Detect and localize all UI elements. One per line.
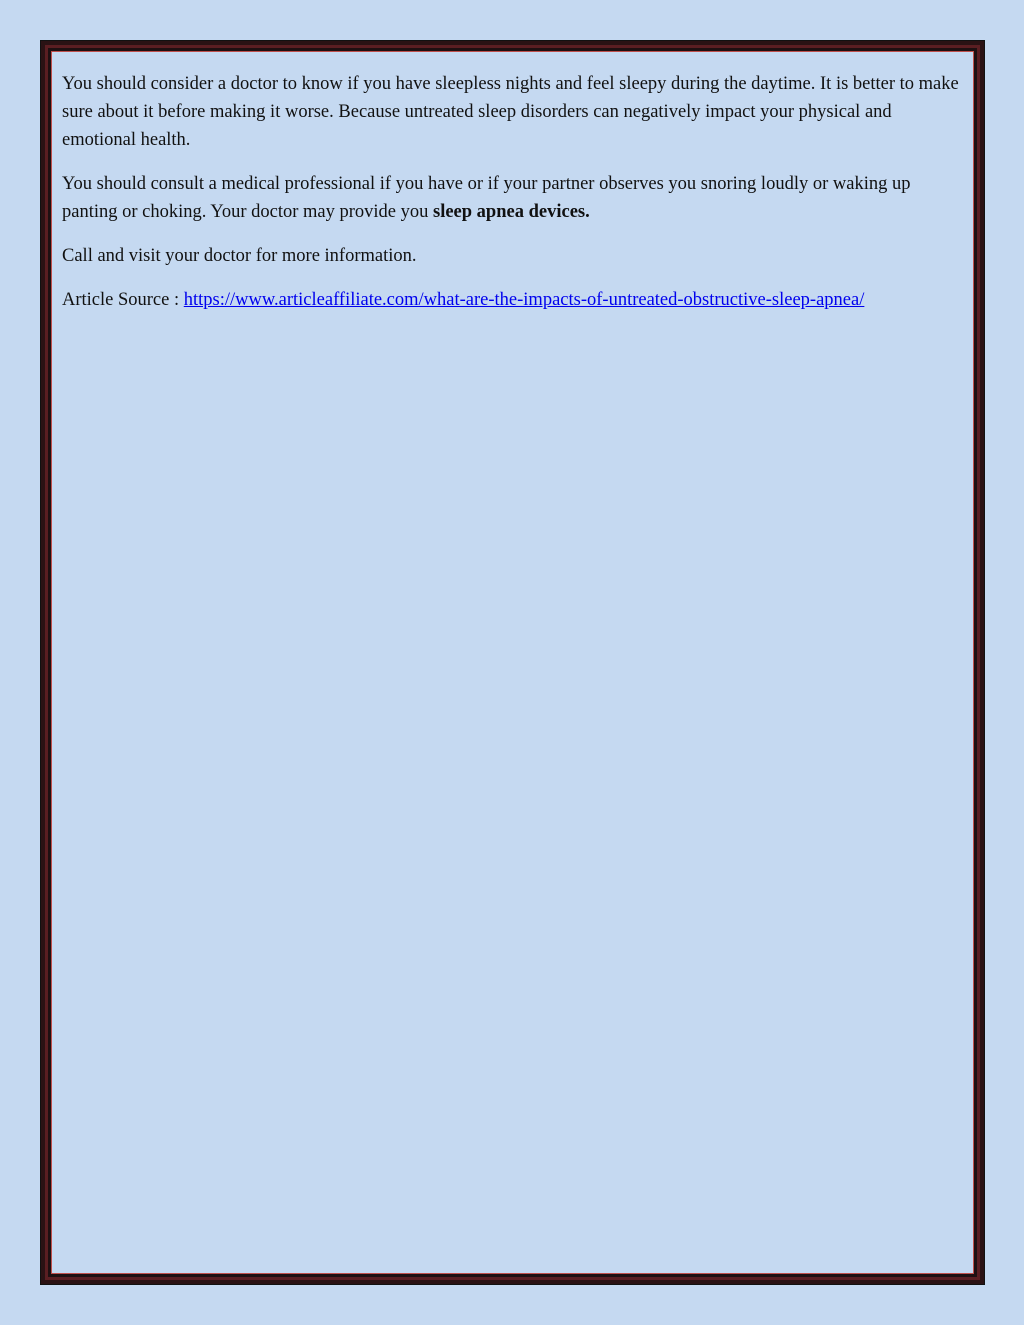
article-source-link[interactable]: https://www.articleaffiliate.com/what-are-the-impacts-of-untreated-obstructive-sleep-apnea/ [183,290,865,310]
paragraph-consult-professional [62,170,963,226]
page-border-frame [40,40,985,1285]
paragraph-consult-text: You should consult a medical professional if you have or if your partner observes you snoring loudly or waking up panting or choking. Your doctor may provide you [62,174,911,222]
article-source [62,286,963,314]
paragraph-call-visit: Call and visit your doctor for more information. [62,246,417,266]
article-source-label: Article Source : [62,290,184,310]
document-content [51,51,974,1274]
sleep-apnea-devices-bold: sleep apnea devices. [433,202,590,222]
paragraph-consider-doctor: You should consider a doctor to know if you have sleepless nights and feel sleepy during the daytime. It is better to make sure about it before making it worse. Because untreated sleep disorders can negatively impact your physical and emotional health. [62,74,959,150]
